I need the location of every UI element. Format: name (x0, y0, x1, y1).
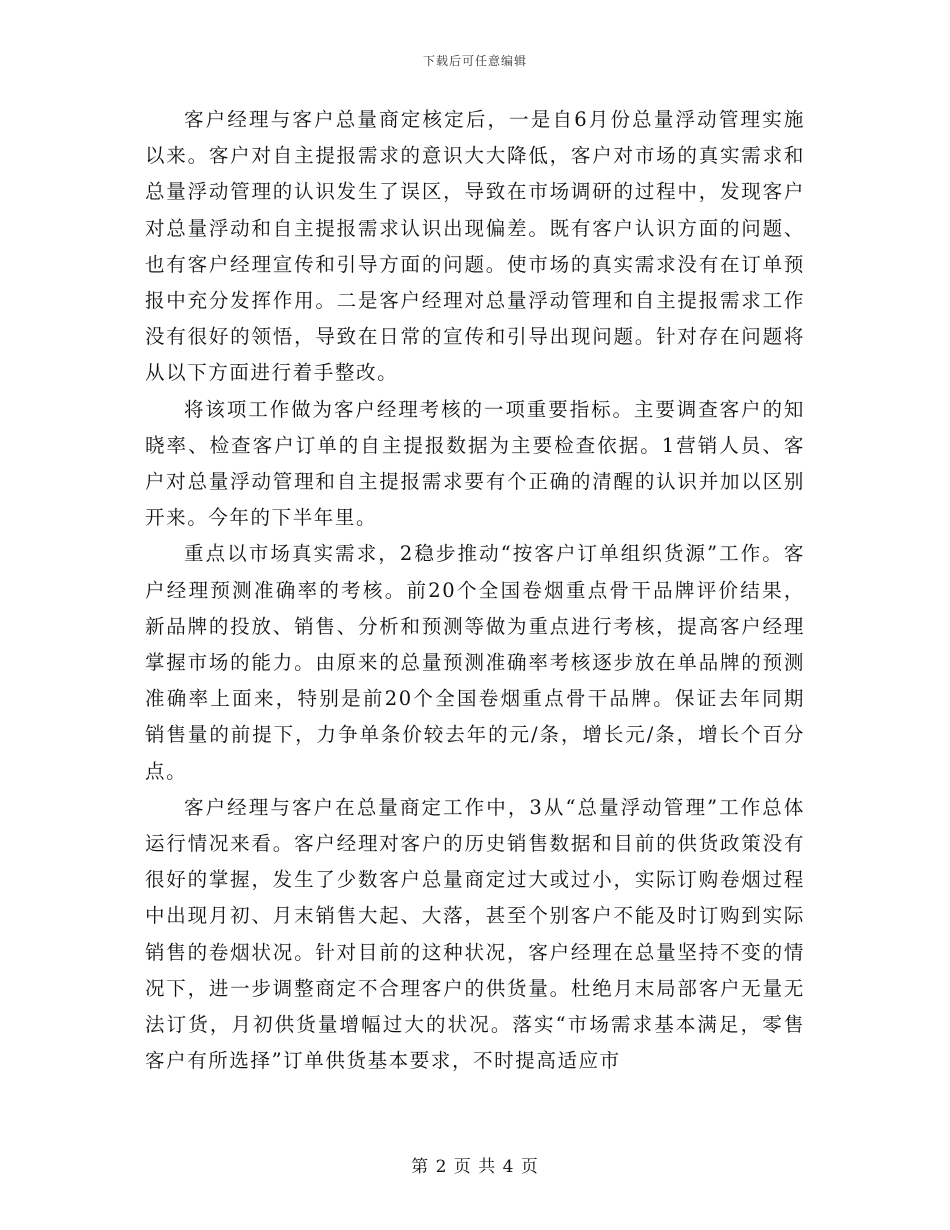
paragraph-2: 将该项工作做为客户经理考核的一项重要指标。主要调查客户的知晓率、检查客户订单的自主提报数据为主要检查依据。1营销人员、客户对总量浮动管理和自主提报需求要有个正确的清醒的认识并加以区别开来。今年的下半年里。 (145, 397, 805, 530)
document-body (145, 102, 805, 1079)
page-number-footer: 第 2 页 共 4 页 (411, 1157, 539, 1177)
page-header: 下载后可任意编辑 (422, 54, 527, 68)
paragraph-3: 重点以市场真实需求，2稳步推动“按客户订单组织货源”工作。客户经理预测准确率的考核。前20个全国卷烟重点骨干品牌评价结果，新品牌的投放、销售、分析和预测等做为重点进行考核，提高客户经理掌握市场的能力。由原来的总量预测准确率考核逐步放在单品牌的预测准确率上面来，特别是前20个全国卷烟重点骨干品牌。保证去年同期销售量的前提下，力争单条价较去年的元/条，增长元/条，增长个百分点。 (145, 542, 805, 783)
paragraph-1: 客户经理与客户总量商定核定后，一是自6月份总量浮动管理实施以来。客户对自主提报需求的意识大大降低，客户对市场的真实需求和总量浮动管理的认识发生了误区，导致在市场调研的过程中，发现客户对总量浮动和自主提报需求认识出现偏差。既有客户认识方面的问题、也有客户经理宣传和引导方面的问题。使市场的真实需求没有在订单预报中充分发挥作用。二是客户经理对总量浮动管理和自主提报需求工作没有很好的领悟，导致在日常的宣传和引导出现问题。针对存在问题将从以下方面进行着手整改。 (145, 108, 805, 385)
paragraph-4: 客户经理与客户在总量商定工作中，3从“总量浮动管理”工作总体运行情况来看。客户经理对客户的历史销售数据和目前的供货政策没有很好的掌握，发生了少数客户总量商定过大或过小，实际订购卷烟过程中出现月初、月末销售大起、大落，甚至个别客户不能及时订购到实际销售的卷烟状况。针对目前的这种状况，客户经理在总量坚持不变的情况下，进一步调整商定不合理客户的供货量。杜绝月末局部客户无量无法订货，月初供货量增幅过大的状况。落实“市场需求基本满足，零售客户有所选择”订单供货基本要求，不时提高适应市 (145, 795, 805, 1073)
